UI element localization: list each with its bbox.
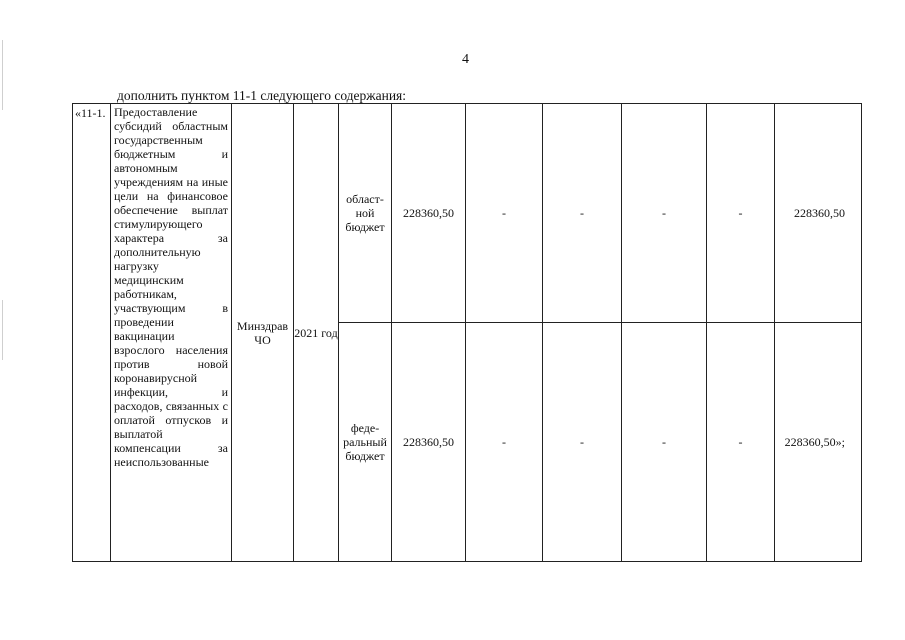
dash-regional-1: - — [466, 104, 543, 323]
table-row — [73, 104, 862, 323]
dash-regional-2: - — [543, 104, 622, 323]
row-description — [111, 104, 232, 562]
total-regional: 228360,50 — [775, 104, 862, 323]
intro-text: дополнить пунктом 11-1 следующего содержания: — [117, 88, 407, 103]
dash-federal-2: - — [543, 323, 622, 562]
year-cell — [294, 104, 339, 562]
dash-federal-4: - — [707, 323, 775, 562]
dash-regional-3: - — [622, 104, 707, 323]
executor-cell — [232, 104, 294, 562]
budget-table — [72, 103, 862, 562]
dash-regional-4: - — [707, 104, 775, 323]
dash-federal-1: - — [466, 323, 543, 562]
dash-federal-3: - — [622, 323, 707, 562]
total-federal: 228360,50»; — [775, 323, 862, 562]
source-regional: област-ной бюджет — [339, 104, 392, 323]
description-text: Предоставление субсидий областным государственным бюджетным и автономным учреждениям на иные цели на финансовое обеспечение выплат стимулирующего характера за дополнительную нагрузку медицинским работникам, участвующим в проведении вакцинации взрослого населения против новой коронавирусной инфекции, и расходов, связанных с оплатой отпусков и выплатой компенсации за неиспользованные — [114, 105, 228, 469]
executor-text: Минздрав ЧО — [236, 318, 289, 347]
scan-edge-mark — [2, 40, 3, 110]
scan-edge-mark — [2, 300, 3, 360]
page-number: 4 — [462, 52, 469, 67]
row-number: «11-1. — [73, 104, 111, 562]
source-federal: феде-ральный бюджет — [339, 323, 392, 562]
amount-regional: 228360,50 — [392, 104, 466, 323]
year-text: 2021 год — [294, 325, 338, 340]
amount-federal: 228360,50 — [392, 323, 466, 562]
